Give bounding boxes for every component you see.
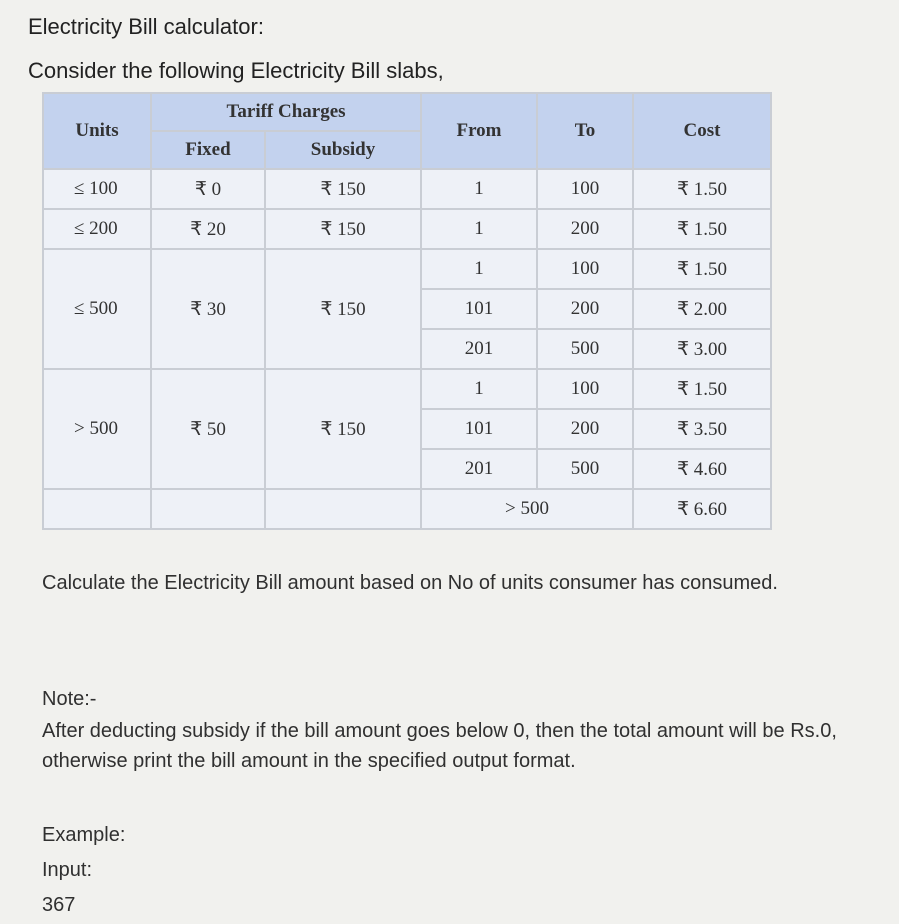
cost-cell: ₹ 3.50 [633, 409, 771, 449]
subsidy-cell: ₹ 150 [265, 369, 421, 489]
to-cell: 500 [537, 329, 633, 369]
note-label: Note:- [42, 688, 97, 710]
to-cell: 100 [537, 249, 633, 289]
header-from: From [421, 93, 537, 169]
blank-cell [43, 489, 151, 529]
slab-table [42, 92, 772, 530]
blank-cell [151, 489, 265, 529]
fixed-cell: ₹ 50 [151, 369, 265, 489]
fixed-cell: ₹ 30 [151, 249, 265, 369]
cost-cell: ₹ 1.50 [633, 369, 771, 409]
to-cell: 100 [537, 169, 633, 209]
from-cell: 1 [421, 249, 537, 289]
from-cell: 201 [421, 329, 537, 369]
cost-cell: ₹ 3.00 [633, 329, 771, 369]
from-cell: 201 [421, 449, 537, 489]
from-cell: 101 [421, 289, 537, 329]
table-row [43, 249, 771, 289]
note-text: After deducting subsidy if the bill amount goes below 0, then the total amount will be Rs.0, otherwise print the bill amount in the specified output format. [42, 720, 837, 772]
cost-cell: ₹ 1.50 [633, 209, 771, 249]
table-row [43, 489, 771, 529]
units-cell: > 500 [43, 369, 151, 489]
from-cell: 101 [421, 409, 537, 449]
input-label: Input: [42, 859, 93, 881]
table-row [43, 169, 771, 209]
from-to-cell: > 500 [421, 489, 633, 529]
subsidy-cell: ₹ 150 [265, 249, 421, 369]
intro-text: Consider the following Electricity Bill slabs, [28, 58, 444, 83]
blank-cell [265, 489, 421, 529]
from-cell: 1 [421, 169, 537, 209]
table-row [43, 209, 771, 249]
cost-cell: ₹ 1.50 [633, 249, 771, 289]
cost-cell: ₹ 2.00 [633, 289, 771, 329]
to-cell: 200 [537, 409, 633, 449]
subsidy-cell: ₹ 150 [265, 209, 421, 249]
fixed-cell: ₹ 20 [151, 209, 265, 249]
calculate-instruction: Calculate the Electricity Bill amount based on No of units consumer has consumed. [42, 572, 778, 594]
to-cell: 200 [537, 289, 633, 329]
example-label: Example: [42, 824, 126, 846]
header-to: To [537, 93, 633, 169]
subsidy-cell: ₹ 150 [265, 169, 421, 209]
cost-cell: ₹ 1.50 [633, 169, 771, 209]
units-cell: ≤ 500 [43, 249, 151, 369]
header-cost: Cost [633, 93, 771, 169]
from-cell: 1 [421, 209, 537, 249]
fixed-cell: ₹ 0 [151, 169, 265, 209]
header-units: Units [43, 93, 151, 169]
from-cell: 1 [421, 369, 537, 409]
units-cell: ≤ 100 [43, 169, 151, 209]
header-subsidy: Subsidy [265, 131, 421, 169]
units-cell: ≤ 200 [43, 209, 151, 249]
cost-cell: ₹ 4.60 [633, 449, 771, 489]
table-row [43, 369, 771, 409]
header-tariff: Tariff Charges [151, 93, 421, 131]
to-cell: 100 [537, 369, 633, 409]
to-cell: 200 [537, 209, 633, 249]
cost-cell: ₹ 6.60 [633, 489, 771, 529]
header-fixed: Fixed [151, 131, 265, 169]
to-cell: 500 [537, 449, 633, 489]
input-value: 367 [42, 894, 76, 916]
page-title: Electricity Bill calculator: [28, 14, 264, 39]
